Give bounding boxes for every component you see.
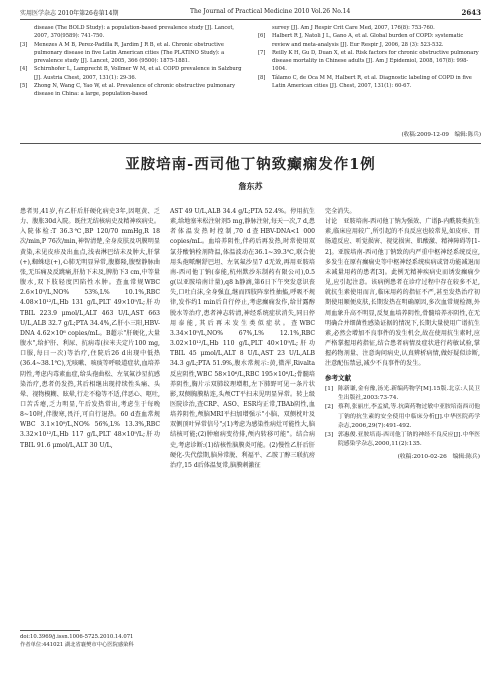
case-report-text-1: 患者男,41岁,有乙肝后肝硬化病史3年,因呕黄、乏力、腹胀30d入院。既往无结核病史及精神疾病史。入院体检:T 36.3℃,BP 120/70 mmHg,R 18次/min,P 76次/min,神智清楚,全身皮肤及巩膜明显黄染,未见皮疹及出血点,浅表淋巴结未及肿大,肝掌(+),蜘蛛痣(+),心肺无明显异常,腹膨隆,腹壁静脉曲张,无压痛及反跳痛,肝肋下未及,脾肋下3 cm,中等量腹水,双下肢轻度凹陷性水肿。查血常规WBC 2.6×10⁹/L,NO% 53%,L% 10.1%,RBC 4.08×10¹²/L,Hb 131 g/L,PLT 49×10⁹/L;肝功TBIL 223.9 μmol/L,ALT 463 U/L,AST 663 U/L,ALB 32.7 g/L;PTA 34.4%,乙肝小三阳,HBV-DNA 4.62×10⁶ copies/mL。B超示"肝硬化,大量腹水",给护肝、利尿、抗病毒(拉米夫定片100 mg,口服,每日一次)等治疗,住院后26 d出现中低热(36.4~38.1℃),无咳嗽、咳痰等呼吸道症状,血培养阴性,考虑内毒素血症,给头孢曲松、左氧氟沙星抗感染治疗,患者仍发热,其后相继出现持续性头痛、头晕、视物模糊、眩晕,行走不稳等不适,伴恶心、呕吐,口苦舌瘪,乏力明显,午后发热常出,考虑生于每晚8~10时,伴腹寒,畏汗,可自行退热。60 d查血常规WBC 3.1×10⁹/L,NO% 56%,L% 13.3%,RBC 3.32×10¹²/L,Hb 117 g/L,PLT 48×10⁹/L;肝功TBIL 91.6 μmol/L,ALT 30 U/L,: [20, 208, 160, 449]
reference-text: Reilly K H, Gu D, Duan X, et al. Risk factors for chronic obstructive pulmonary disease mortality in Chinese adults [J]. Am J Epidemiol, 2008, 167(8): 998-1004.: [272, 49, 479, 73]
reference-number: [3]: [20, 41, 28, 48]
case-report-text-2: AST 49 U/L,ALB 34.4 g/L;PTA 52.4%。停用抗生素,给地塞米松注射剂5 mg,静脉注射,每天一次,7 d,患者体温发热时控制,70 d查HBV-DNA<1 000 copies/mL。血培养阴性,伴药后再发热,时常使用双氯芬酸钠栓剂降温,体温波动在36.1~39.3℃,联合使用头孢哌酮舒巴坦、左氧氟沙星7 d无效,再用亚胺培南-西司他丁钠(泰能,杭州默沙东制药有限公司),0.5 g(以亚胺培南计量),q8 h静滴,第6日下午突发意识丧失,口吐白沫,全身强直,继而四肢阵挛性抽搐,呼吸不规律,发作约1 min后自行停止,考虑癫痫发作,给甘露醇脱水等治疗,患者神志转清,神经系统症状消失,同日停用泰能,其后再未发生类似症状。查WBC 3.34×10⁹/L,NO% 67%,L% 12.1%,RBC 3.02×10¹²/L,Hb 110 g/L,PLT 40×10⁹/L;肝功TBIL 45 μmol/L,ALT 8 U/L,AST 23 U/L,ALB 34.3 g/L;PTA 51.9%,腹水常规示:黄,微浑,Rivalta反应阴性,WBC 58×10⁶/L,RBC 195×10⁶/L;骨髓培养阴性,胸片示双肺纹理增粗,左下肺野可见一条片状影,双侧胸膜粘连,头颅CT平扫未见明显异常。转上级医院诊治,查CRP、ASO、ESR均正常,TBAb阴性,血培养阴性,颅脑MRI平扫加增强示"小脑、双侧枕叶及双侧顶叶异常信号";(1)考虑为感染性病灶可能性大,脑结核可能;(2)肿瘤病变待排,颅内转移可能"。结合病史,考虑诊断:(1)结核性脑膜炎可能。(2)慢性乙肝后肝硬化-失代偿期,脑异常脱、利福平、乙胺丁醇三联抗痨治疗,15 d后体温复常,脑膜刺激征: [170, 208, 315, 469]
reference-number: [1]: [325, 385, 334, 392]
reference-item: [20, 41, 242, 66]
reference-number: [258, 24, 272, 32]
reference-item: [20, 65, 242, 82]
reference-number: [7]: [258, 49, 266, 56]
reference-text: 蔡利,张丽庄,李孟斌,等.抗菌药物过敏中亚胺培南西司他丁钠的抗生素的安全使用中临床分析[J].中华医院药学杂志,2006,29(7):491-492.: [338, 404, 480, 429]
body-column-1: [20, 207, 160, 451]
body-column-3: [325, 207, 480, 462]
footnote-rule: [20, 630, 80, 631]
reference-number: [4]: [20, 66, 28, 73]
journal-english: The Journal of Practical Medicine 2010 Vol.26 No.14: [190, 8, 351, 15]
references-list: [325, 385, 480, 450]
reference-text: 陈新谦,金有豫,汤光.新编药物学[M].15版.北京:人民卫生出版社,2003:73-74.: [338, 385, 480, 401]
top-received-note: (收稿:2009-12-09 编辑:陈兵): [401, 132, 481, 138]
reference-item: [20, 24, 242, 41]
reference-number: [2]: [325, 404, 334, 411]
reference-number: [3]: [325, 432, 334, 439]
article-title: 亚胺培南-西司他丁钠致癫痫发作1例: [125, 156, 376, 173]
top-references-right: [258, 24, 481, 90]
reference-item: [325, 385, 480, 404]
author-affiliation: 作者单位:441021 湖北省襄樊市中心医院感染科: [20, 642, 134, 649]
doi: doi:10.3969/j.issn.1006-5725.2010.14.071: [20, 634, 134, 640]
reference-text: Schirnhofer L, Lamprecht B, Vollmer W M, et al. COPD prevalence in Salzburg [J]. Austria Chest, 2007, 131(1): 29-36.: [34, 66, 242, 81]
reference-number: [5]: [20, 83, 28, 90]
title-rule-top: [20, 143, 481, 144]
reference-text: disease (The BOLD Study): a population-based prevalence study [J]. Lancet, 2007, 370(9589): 741-750.: [34, 25, 235, 40]
reference-item: [258, 49, 481, 74]
discussion-text: 讨论 亚胺培南-西司他丁钠为强效、广谱β-内酰胺类抗生素,临床应用较广,所引起的不良反应也较常见,如皮疹、胃肠道反应、听觉损害、视觉损害、肌酸激、精神障碍等[1-2]。亚胺培南-西司他丁钠致的内严重中枢神经系统反应,多发生在原有癫痫史等中枢神经系统疾病或肾功能减退而未减量用药的患者[3]。此例无精神疾病史而诱发癫痫少见,应引起注意。该病例患者在诊疗过程中存在较多不足,就抗生素使用而言,临床用药的指征不严,甚至发热治疗初期使用顺便皮肤,长期发热在明确原因,多次血常规检测,外周血象升高不明显,反复血培养阴性,骨髓培养亦阴性,在无明确合并细菌性感染证据的情况下,长期大量使用广谱抗生素,必然会增加不良事件的发生机会,故在使用抗生素时,应严格掌握用药指征,结合患者病情及症状进行药敏试验,掌握药物剂量、注意询问病史,认真辨析病情,做好疑似诊断,注意配伍禁忌,减少不良事件的发生。: [325, 218, 480, 368]
reference-number: [6]: [258, 33, 266, 40]
reference-item: [325, 403, 480, 431]
header-rule: [20, 19, 481, 20]
received-note: (收稿:2010-02-26 编辑:陈兵): [397, 453, 480, 460]
reference-text: Halbert R J, Natoli J L, Gano A, et al. Global burden of COPD: systematic review and meta-analysis [J]. Eur Respir J, 2006, 28 (3): 523-532.: [272, 33, 464, 48]
journal-name: 实用医学杂志 2010年第26卷第14期: [20, 10, 119, 17]
reference-text: 郭惠俊.亚胺培南-西司他丁钠的神经不良反应[J].中华医院感染学杂志,2000,11(2):135.: [338, 432, 480, 448]
top-references-left: [20, 24, 242, 99]
reference-item: [258, 32, 481, 49]
reference-text: Menezes A M B, Perez-Padilla R, Jardim J R B, et al. Chronic obstructive pulmonary disease in five Latin American cities (The PLATINO Study): a prevalence study [J]. Lancet, 2005, 366 (9500): 1875-1881.: [34, 41, 225, 65]
reference-item: [258, 24, 481, 32]
reference-text: Zhong N, Wang C, Yao W, et al. Prevalence of chronic obstructive pulmonary disease in China: a large, population-based: [34, 83, 236, 98]
reference-item: [325, 431, 480, 450]
reference-item: [258, 74, 481, 91]
reference-number: [8]: [258, 74, 266, 81]
reference-text: Tálamo C, de Oca M M, Halbert R, et al. Diagnostic labeling of COPD in five Latin American cities [J]. Chest, 2007, 131(1): 60-67.: [272, 74, 472, 90]
article-author: 詹东苏: [238, 181, 263, 191]
reference-text: survey [J]. Am J Respir Crit Care Med, 2007, 176(8): 753-760.: [272, 25, 435, 31]
page-number: 2643: [461, 8, 481, 17]
body-column-2: [170, 207, 315, 471]
references-heading: 参考文献: [325, 373, 351, 382]
footnote: [20, 633, 165, 650]
reference-number: [20, 24, 34, 41]
reference-item: [20, 82, 242, 99]
case-report-text-3: 完全消失。: [325, 208, 356, 215]
